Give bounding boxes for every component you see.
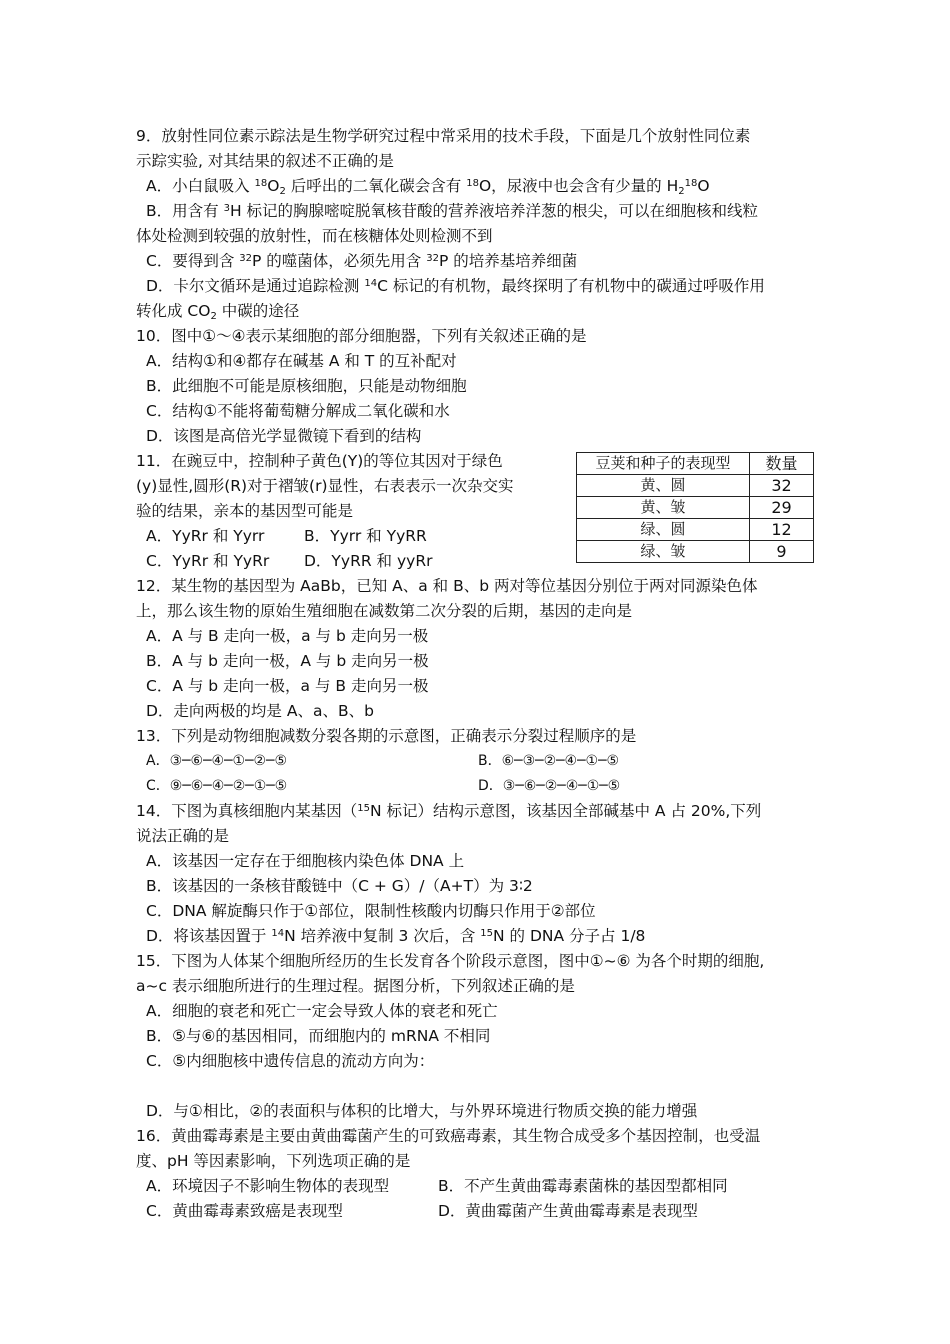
q11-stem-line1: 11．在豌豆中，控制种子黄色(Y)的等位其因对于绿色: [136, 452, 503, 470]
q14-stem-line1: 14．下图为真核细胞内某基因（$^{15}$N 标记）结构示意图，该基因全部碱基中 A 占 20%,下列: [136, 802, 762, 820]
q13-option-b: B．⑥─③─②─④─①─⑤: [478, 753, 620, 769]
table-header-count: 数量: [750, 453, 814, 475]
q9-option-c: C．要得到含 $^{32}$P 的噬菌体，必须先用含 $^{32}$P 的培养基培养细菌: [146, 252, 578, 270]
q9-stem-line1: 9．放射性同位素示踪法是生物学研究过程中常采用的技术手段，下面是几个放射性同位素: [136, 127, 751, 145]
q9-option-b-line2: 体处检测到较强的放射性，而在核糖体处则检测不到: [136, 227, 493, 245]
table-row: [577, 497, 814, 519]
q13-option-a: A．③─⑥─④─①─②─⑤: [146, 753, 288, 769]
q12-option-b: B．A 与 b 走向一极，A 与 b 走向另一极: [146, 652, 429, 670]
q12-stem-line1: 12．某生物的基因型为 AaBb，已知 A、a 和 B、b 两对等位基因分别位于两对同源染色体: [136, 577, 758, 595]
q11-option-d: D．YyRR 和 yyRr: [304, 552, 433, 570]
q10-option-b: B．此细胞不可能是原核细胞，只能是动物细胞: [146, 377, 467, 395]
q11-option-c: C．YyRr 和 YyRr: [146, 552, 270, 570]
q11-stem-line2: (y)显性,圆形(R)对于褶皱(r)显性，右表表示一次杂交实: [136, 477, 514, 495]
q16-stem-line1: 16．黄曲霉毒素是主要由黄曲霉菌产生的可致癌毒素，其生物合成受多个基因控制，也受温: [136, 1127, 761, 1145]
table-cell-count: 29: [750, 497, 814, 519]
q10-stem: 10．图中①～④表示某细胞的部分细胞器，下列有关叙述正确的是: [136, 327, 587, 345]
q16-option-c: C．黄曲霉毒素致癌是表现型: [146, 1202, 343, 1220]
table-cell-count: 12: [750, 519, 814, 541]
table-cell-phenotype: 黄、圆: [577, 475, 750, 497]
q15-option-a: A．细胞的衰老和死亡一定会导致人体的衰老和死亡: [146, 1002, 498, 1020]
q14-option-c: C．DNA 解旋酶只作于①部位，限制性核酸内切酶只作用于②部位: [146, 902, 596, 920]
q9-option-d-line2: 转化成 $CO_2$ 中碳的途径: [136, 302, 300, 322]
table-cell-phenotype: 绿、皱: [577, 541, 750, 563]
q12-stem-line2: 上，那么该生物的原始生殖细胞在减数第二次分裂的后期，基因的走向是: [136, 602, 633, 620]
table-header-row: [577, 453, 814, 475]
q13-stem: 13．下列是动物细胞减数分裂各期的示意图，正确表示分裂过程顺序的是: [136, 727, 637, 745]
q9-option-d-line1: D．卡尔文循环是通过追踪检测 $^{14}$C 标记的有机物，最终探明了有机物中的碳通过呼吸作用: [146, 277, 765, 295]
q16-stem-line2: 度、pH 等因素影响，下列选项正确的是: [136, 1152, 411, 1170]
q15-option-b: B．⑤与⑥的基因相同，而细胞内的 mRNA 不相同: [146, 1027, 491, 1045]
table-cell-count: 9: [750, 541, 814, 563]
table-header-phenotype: 豆荚和种子的表现型: [577, 453, 750, 475]
table-cell-phenotype: 黄、皱: [577, 497, 750, 519]
table-cell-phenotype: 绿、圆: [577, 519, 750, 541]
q9-option-b-line1: B．用含有 $^3$H 标记的胸腺嘧啶脱氧核苷酸的营养液培养洋葱的根尖，可以在细胞核和线粒: [146, 202, 759, 220]
q10-option-a: A．结构①和④都存在碱基 A 和 T 的互补配对: [146, 352, 457, 370]
q14-option-d: D．将该基因置于 $^{14}$N 培养液中复制 3 次后，含 $^{15}$N 的 DNA 分子占 1/8: [146, 927, 646, 945]
q11-option-b: B．Yyrr 和 YyRR: [304, 527, 427, 545]
q15-stem-line1: 15．下图为人体某个细胞所经历的生长发育各个阶段示意图，图中①~⑥ 为各个时期的细胞,: [136, 952, 765, 970]
q11-results-table: [576, 452, 814, 563]
q12-option-c: C．A 与 b 走向一极，a 与 B 走向另一极: [146, 677, 429, 695]
q12-option-a: A．A 与 B 走向一极，a 与 b 走向另一极: [146, 627, 429, 645]
q16-option-b: B．不产生黄曲霉毒素菌株的基因型都相同: [438, 1177, 728, 1195]
q10-option-c: C．结构①不能将葡萄糖分解成二氧化碳和水: [146, 402, 450, 420]
q11-stem-line3: 验的结果，亲本的基因型可能是: [136, 502, 354, 520]
q9-stem-line2: 示踪实验, 对其结果的叙述不正确的是: [136, 152, 394, 170]
table-row: [577, 475, 814, 497]
q13-option-c: C．⑨─⑥─④─②─①─⑤: [146, 778, 288, 794]
q12-option-d: D．走向两极的均是 A、a、B、b: [146, 702, 374, 720]
q13-option-d: D．③─⑥─②─④─①─⑤: [478, 778, 621, 794]
q15-option-d: D．与①相比，②的表面积与体积的比增大，与外界环境进行物质交换的能力增强: [146, 1102, 698, 1120]
table-row: [577, 519, 814, 541]
q11-option-a: A．YyRr 和 Yyrr: [146, 527, 265, 545]
q10-option-d: D．该图是高倍光学显微镜下看到的结构: [146, 427, 422, 445]
q14-option-b: B．该基因的一条核苷酸链中（C + G）/（A+T）为 3∶2: [146, 877, 533, 895]
q16-option-d: D．黄曲霉菌产生黄曲霉毒素是表现型: [438, 1202, 698, 1220]
q9-option-a: A．小白鼠吸入 $^{18}O_2$ 后呼出的二氧化碳会含有 $^{18}$O，尿液中也会含有少量的 $H_2^{18}O$: [146, 177, 710, 197]
table-cell-count: 32: [750, 475, 814, 497]
q15-option-c: C．⑤内细胞核中遗传信息的流动方向为：: [146, 1052, 435, 1070]
q16-option-a: A．环境因子不影响生物体的表现型: [146, 1177, 390, 1195]
table-row: [577, 541, 814, 563]
q15-stem-line2: a~c 表示细胞所进行的生理过程。据图分析，下列叙述正确的是: [136, 977, 575, 995]
q14-stem-line2: 说法正确的是: [136, 827, 230, 845]
q14-option-a: A．该基因一定存在于细胞核内染色体 DNA 上: [146, 852, 465, 870]
